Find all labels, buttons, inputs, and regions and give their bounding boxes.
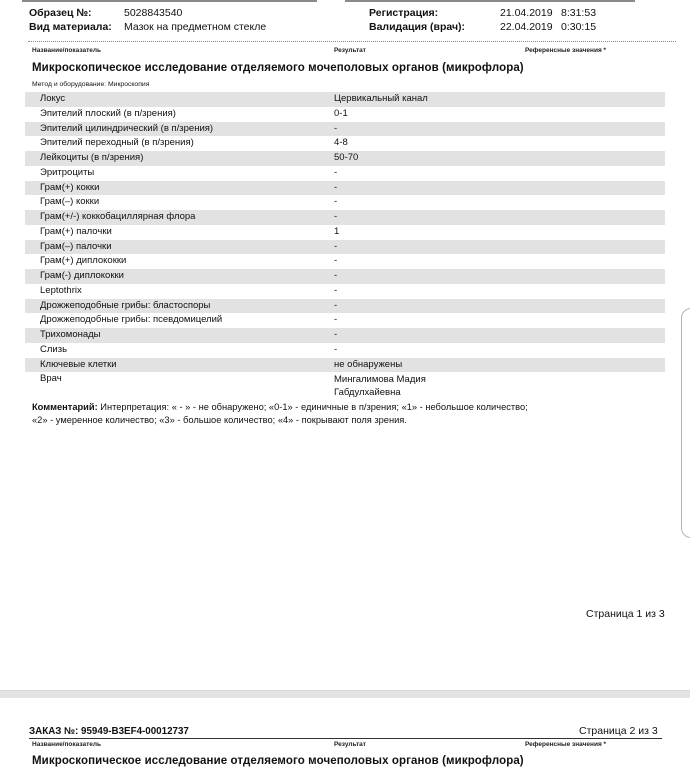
order-number: ЗАКАЗ №: 95949-B3EF4-00012737 bbox=[29, 726, 189, 737]
row-name: Эпителий цилиндрический (в п/зрения) bbox=[40, 122, 214, 134]
table-row bbox=[25, 225, 665, 240]
doctor-name-line2: Габдулхайевна bbox=[334, 387, 401, 399]
column-header-result: Результат bbox=[334, 47, 366, 54]
material-value: Мазок на предметном стекле bbox=[124, 21, 267, 33]
comment-text-line2: «2» - умеренное количество; «3» - большое количество; «4» - покрывают поля зрения. bbox=[32, 415, 407, 425]
table-row bbox=[25, 195, 665, 210]
scrollbar-handle[interactable] bbox=[681, 308, 690, 538]
doctor-name-line1: Мингалимова Мадия bbox=[334, 374, 426, 386]
row-name: Эритроциты bbox=[40, 166, 95, 178]
table-row bbox=[25, 343, 665, 358]
report-page-2 bbox=[0, 698, 690, 770]
validation-date: 22.04.2019 bbox=[500, 21, 553, 33]
row-result: 0-1 bbox=[334, 107, 348, 119]
column-header-result: Результат bbox=[334, 741, 366, 748]
table-row bbox=[25, 92, 665, 107]
table-row bbox=[25, 254, 665, 269]
table-row bbox=[25, 151, 665, 166]
row-name: Грам(-) диплококки bbox=[40, 270, 124, 281]
row-result: - bbox=[334, 299, 338, 311]
row-result: 1 bbox=[334, 225, 340, 237]
row-name: Локус bbox=[40, 93, 66, 104]
row-result: - bbox=[334, 211, 338, 222]
row-result: 50-70 bbox=[334, 152, 359, 163]
row-name: Грам(+) кокки bbox=[40, 181, 100, 193]
table-row bbox=[25, 181, 665, 196]
table-row bbox=[25, 166, 665, 181]
row-name: Грам(+) диплококки bbox=[40, 255, 127, 267]
column-header-name: Название/показатель bbox=[32, 741, 102, 748]
row-result: - bbox=[334, 314, 338, 326]
section-title: Микроскопическое исследование отделяемого мочеполовых органов (микрофлора) bbox=[32, 62, 524, 74]
section-title: Микроскопическое исследование отделяемого мочеполовых органов (микрофлора) bbox=[32, 755, 524, 767]
table-row bbox=[25, 299, 665, 314]
sample-label: Образец №: bbox=[29, 7, 92, 19]
column-header-name: Название/показатель bbox=[32, 47, 102, 54]
row-result: - bbox=[334, 329, 338, 340]
table-row bbox=[25, 240, 665, 255]
table-row bbox=[25, 328, 665, 343]
row-name: Грам(–) кокки bbox=[40, 196, 100, 208]
column-header-reference: Референсные значения * bbox=[525, 741, 607, 748]
doctor-name bbox=[334, 373, 426, 399]
doctor-row bbox=[25, 372, 665, 400]
table-row bbox=[25, 358, 665, 373]
sample-value: 5028843540 bbox=[124, 7, 183, 19]
column-header-reference: Референсные значения * bbox=[525, 47, 607, 54]
row-name: Трихомонады bbox=[40, 329, 101, 340]
row-result: - bbox=[334, 181, 338, 193]
table-row bbox=[25, 269, 665, 284]
table-row bbox=[25, 313, 665, 328]
table-row bbox=[25, 136, 665, 151]
row-result: - bbox=[334, 166, 338, 178]
method-label: Метод и оборудование: Микроскопия bbox=[32, 81, 150, 88]
row-name: Лейкоциты (в п/зрения) bbox=[40, 152, 144, 163]
row-name: Грам(+/-) коккобациллярная флора bbox=[40, 211, 196, 222]
row-result: - bbox=[334, 270, 338, 281]
results-table bbox=[25, 92, 428, 400]
row-name: Дрожжеподобные грибы: псевдомицелий bbox=[40, 314, 223, 326]
material-label: Вид материала: bbox=[29, 21, 112, 33]
page-number: Страница 1 из 3 bbox=[586, 608, 665, 620]
dotted-divider bbox=[28, 41, 676, 42]
table-row bbox=[25, 107, 665, 122]
doctor-label: Врач bbox=[40, 373, 62, 385]
row-result: - bbox=[334, 255, 338, 267]
row-result: - bbox=[334, 343, 338, 355]
registration-time: 8:31:53 bbox=[561, 7, 597, 19]
table-row bbox=[25, 210, 665, 225]
row-result: 4-8 bbox=[334, 137, 348, 149]
table-row bbox=[25, 284, 665, 299]
top-border bbox=[22, 0, 317, 2]
row-result: не обнаружены bbox=[334, 358, 403, 370]
row-name: Грам(–) палочки bbox=[40, 240, 112, 252]
header-underline bbox=[29, 738, 662, 739]
row-result: - bbox=[334, 196, 338, 208]
page-separator bbox=[0, 690, 690, 698]
row-result: - bbox=[334, 284, 338, 296]
comment-label: Комментарий: bbox=[32, 402, 98, 412]
row-name: Эпителий переходный (в п/зрения) bbox=[40, 137, 194, 149]
row-name: Дрожжеподобные грибы: бластоспоры bbox=[40, 299, 211, 311]
row-name: Слизь bbox=[40, 343, 68, 355]
registration-label: Регистрация: bbox=[369, 7, 439, 19]
validation-time: 0:30:15 bbox=[561, 21, 597, 33]
row-name: Грам(+) палочки bbox=[40, 225, 112, 237]
row-result: - bbox=[334, 240, 338, 252]
row-result: - bbox=[334, 122, 338, 134]
comment-text-line1: Интерпретация: « - » - не обнаружено; «0-1» - единичные в п/зрения; «1» - небольшое количество; bbox=[97, 402, 528, 412]
row-name: Leptothrix bbox=[40, 284, 82, 296]
row-result: Цервикальный канал bbox=[334, 93, 428, 104]
registration-date: 21.04.2019 bbox=[500, 7, 553, 19]
row-name: Эпителий плоский (в п/зрения) bbox=[40, 107, 176, 119]
table-row bbox=[25, 122, 665, 137]
row-name: Ключевые клетки bbox=[40, 358, 117, 370]
page-number: Страница 2 из 3 bbox=[579, 725, 658, 737]
top-border bbox=[345, 0, 635, 2]
comment bbox=[32, 401, 652, 427]
validation-label: Валидация (врач): bbox=[369, 21, 466, 33]
